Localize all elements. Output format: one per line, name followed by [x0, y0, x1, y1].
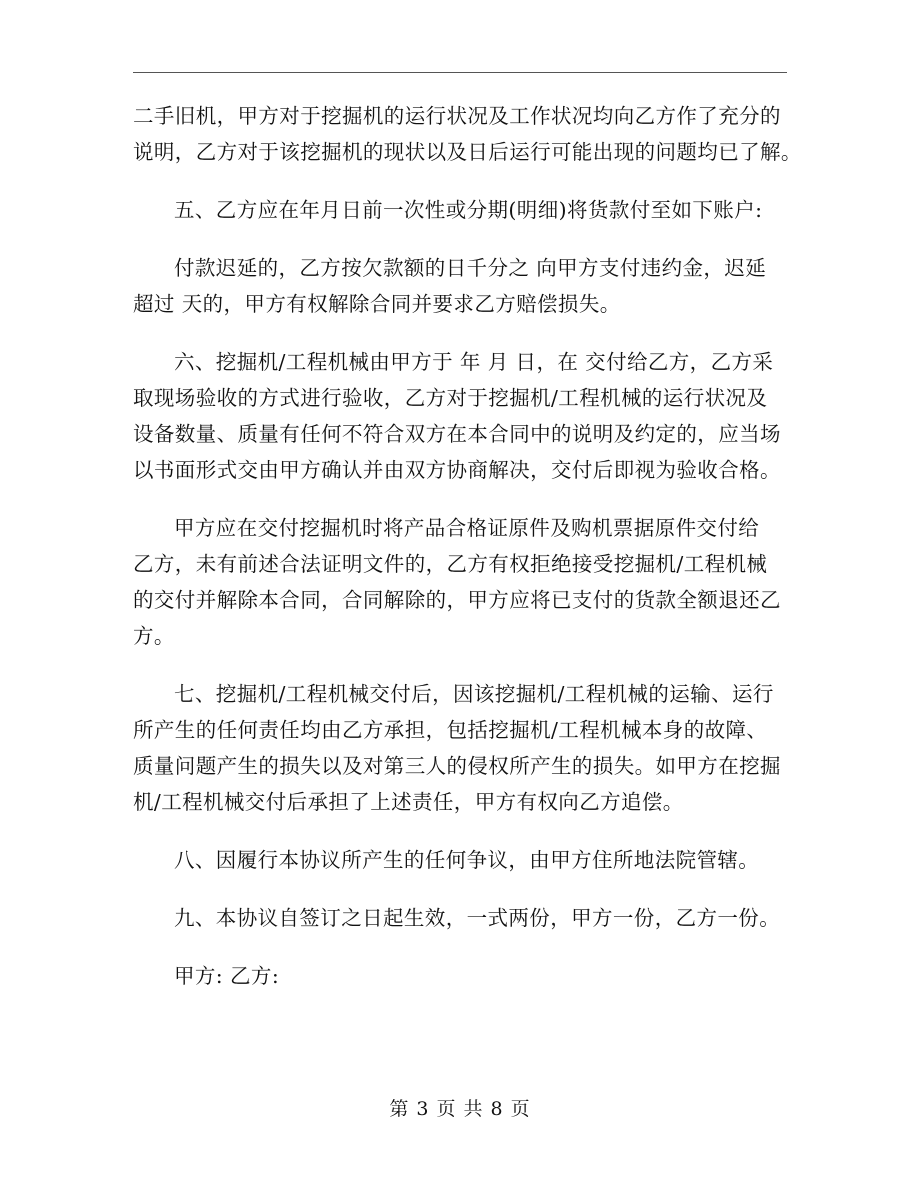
delivery-docs-line: 方。 [133, 624, 175, 648]
clause-6-line: 取现场验收的方式进行验收，乙方对于挖掘机/工程机械的运行状况及 [133, 386, 768, 410]
clause-6-line: 六、挖掘机/工程机械由甲方于 年 月 日，在 交付给乙方，乙方采 [174, 350, 774, 374]
document-body [133, 98, 802, 994]
clause-7-line: 质量问题产生的损失以及对第三人的侵权所产生的损失。如甲方在挖掘 [133, 754, 781, 778]
delivery-docs-line: 的交付并解除本合同，合同解除的，甲方应将已支付的货款全额退还乙 [133, 588, 781, 612]
clause-6-line: 设备数量、质量有任何不符合双方在本合同中的说明及约定的，应当场 [133, 422, 781, 446]
body-line: 说明，乙方对于该挖掘机的现状以及日后运行可能出现的问题均已了解。 [133, 140, 802, 164]
clause-7-line: 七、挖掘机/工程机械交付后，因该挖掘机/工程机械的运输、运行 [174, 682, 774, 706]
clause-8-line: 八、因履行本协议所产生的任何争议，由甲方住所地法院管辖。 [174, 848, 760, 872]
delivery-docs-line: 乙方，未有前述合法证明文件的，乙方有权拒绝接受挖掘机/工程机械 [133, 552, 768, 576]
signature-line: 甲方: 乙方: [174, 964, 280, 988]
delivery-docs-line: 甲方应在交付挖掘机时将产品合格证原件及购机票据原件交付给 [174, 516, 760, 540]
body-line: 二手旧机，甲方对于挖掘机的运行状况及工作状况均向乙方作了充分的 [133, 104, 781, 128]
header-divider [133, 72, 787, 73]
clause-7-line: 所产生的任何责任均由乙方承担，包括挖掘机/工程机械本身的故障、 [133, 718, 768, 742]
penalty-line: 付款迟延的，乙方按欠款额的日千分之 向甲方支付违约金，迟延 [174, 256, 767, 280]
clause-6-line: 以书面形式交由甲方确认并由双方协商解决，交付后即视为验收合格。 [133, 458, 781, 482]
clause-5-line: 五、乙方应在年月日前一次性或分期(明细)将货款付至如下账户: [174, 198, 763, 222]
clause-9-line: 九、本协议自签订之日起生效，一式两份，甲方一份，乙方一份。 [174, 906, 781, 930]
penalty-line: 超过 天的，甲方有权解除合同并要求乙方赔偿损失。 [133, 292, 621, 316]
page-number: 第 3 页 共 8 页 [389, 1098, 531, 1120]
clause-7-line: 机/工程机械交付后承担了上述责任，甲方有权向乙方追偿。 [133, 790, 684, 814]
